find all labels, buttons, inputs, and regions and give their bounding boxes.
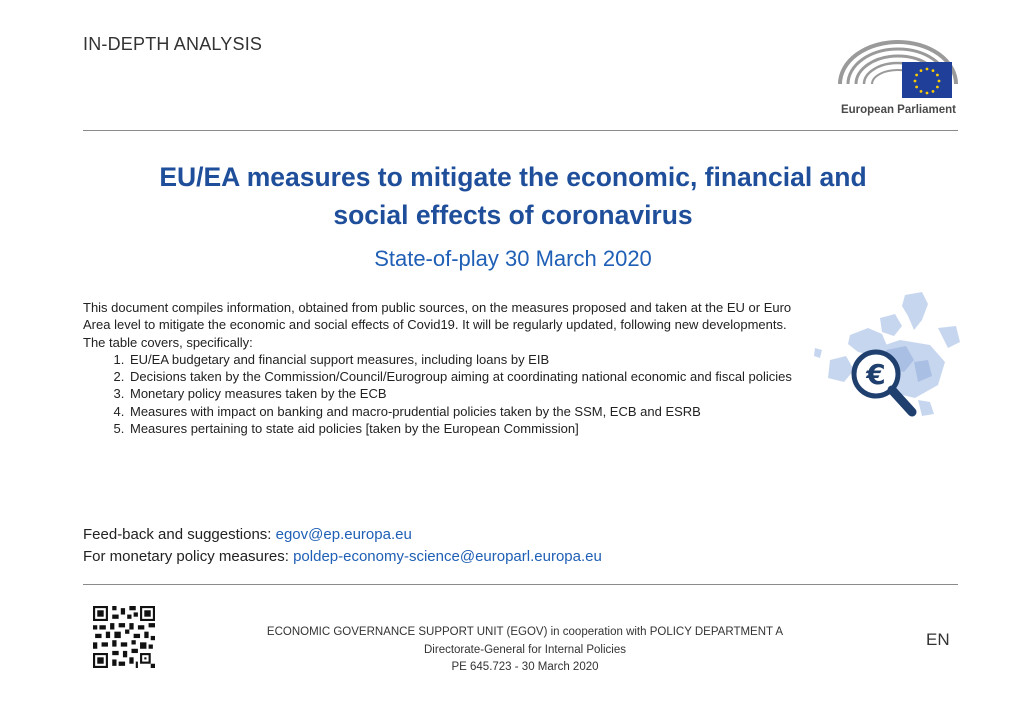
- list-item: 2. Decisions taken by the Commission/Council/Eurogroup aiming at coordinating national economic and fiscal policies: [128, 368, 798, 385]
- feedback-label: Feed-back and suggestions:: [83, 526, 276, 543]
- footer-directorate: Directorate-General for Internal Policies: [424, 643, 626, 656]
- europe-map-magnifier-icon: [810, 290, 970, 430]
- list-item: 5. Measures pertaining to state aid policies [taken by the European Commission]: [128, 420, 798, 437]
- covers-label: The table covers, specifically:: [83, 334, 253, 350]
- monetary-email-link[interactable]: poldep-economy-science@europarl.europa.eu: [293, 548, 602, 565]
- intro-section: [83, 299, 798, 437]
- feedback-email-link[interactable]: egov@ep.europa.eu: [275, 526, 412, 543]
- monetary-label: For monetary policy measures:: [83, 548, 294, 565]
- logo-text: European Parliament: [840, 104, 956, 116]
- language-code: EN: [926, 630, 950, 649]
- hemicycle-icon: [818, 22, 968, 102]
- page-title: [83, 158, 943, 234]
- feedback-line: [83, 524, 602, 546]
- footer-divider: [83, 584, 958, 585]
- intro-paragraph: This document compiles information, obtained from public sources, on the measures proposed and taken at the EU or Euro Area level to mitigate the economic and social effects of Covid19. It will be regularly updated, following new developments.: [83, 300, 792, 333]
- list-item: 3. Monetary policy measures taken by the ECB: [128, 385, 798, 402]
- list-item: 1. EU/EA budgetary and financial support measures, including loans by EIB: [128, 351, 798, 368]
- subtitle: State-of-play 30 March 2020: [374, 246, 652, 271]
- title-line-1: EU/EA measures to mitigate the economic, financial and: [159, 162, 867, 192]
- list-item: 4. Measures with impact on banking and macro-prudential policies taken by the SSM, ECB and ESRB: [128, 403, 798, 420]
- footer-unit: ECONOMIC GOVERNANCE SUPPORT UNIT (EGOV) in cooperation with POLICY DEPARTMENT A: [266, 626, 784, 638]
- qr-code-icon: [93, 606, 155, 668]
- title-line-2: social effects of coronavirus: [333, 200, 693, 230]
- european-parliament-logo: [818, 22, 968, 130]
- contacts-section: [83, 524, 602, 568]
- header-divider: [83, 130, 958, 131]
- monetary-line: [83, 546, 602, 568]
- footer: [180, 624, 870, 677]
- doc-type-label: IN-DEPTH ANALYSIS: [83, 34, 263, 54]
- coverage-list: [83, 351, 798, 437]
- footer-reference: PE 645.723 - 30 March 2020: [451, 661, 599, 673]
- svg-text:€: €: [866, 358, 886, 391]
